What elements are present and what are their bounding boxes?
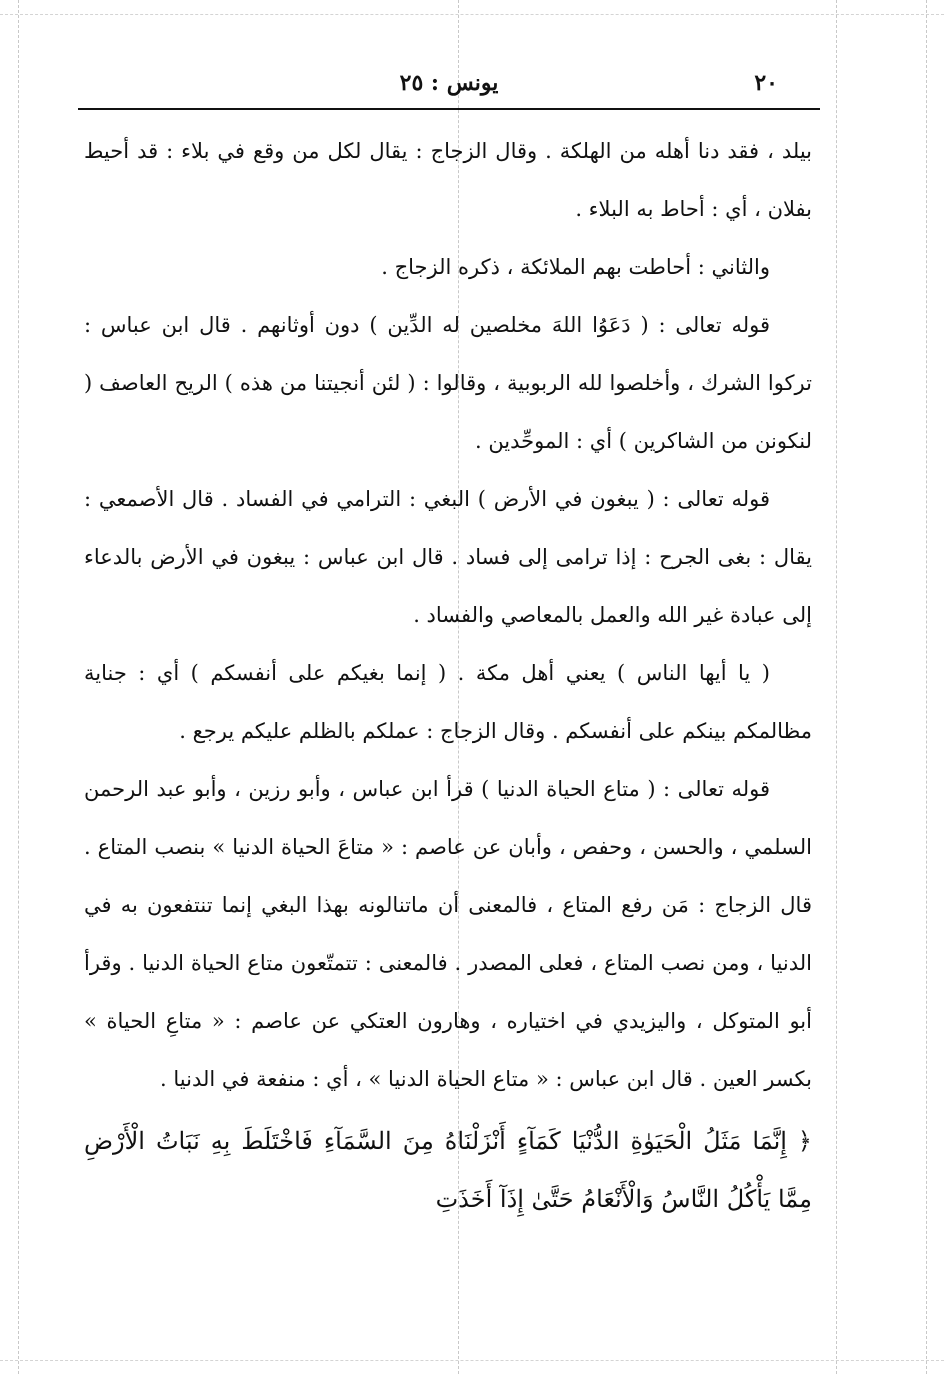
scan-guide: [0, 14, 944, 15]
running-head: يونس : ٢٥: [399, 70, 499, 96]
paragraph: بيلد ، فقد دنا أهله من الهلكة . وقال الزجاج : يقال لكل من وقع في بلاء : قد أحيط بفلان ، أي : أحاط به البلاء .: [84, 139, 812, 221]
paragraph: قوله تعالى : ( متاع الحياة الدنيا ) قرأ ابن عباس ، وأبو رزين ، وأبو عبد الرحمن السلمي ، والحسن ، وحفص ، وأبان عن عاصم : « متاعَ الحياة الدنيا » بنصب المتاع . قال الزجاج : مَن رفع المتاع ، فالمعنى أن ماتنالونه بهذا البغي إنما تنتفعون به في الدنيا ، ومن نصب المتاع ، فعلى المصدر . فالمعنى : تتمتّعون متاع الحياة الدنيا . وقرأ أبو المتوكل ، واليزيدي في اختياره ، وهارون العتكي عن عاصم : « متاعِ الحياة » بكسر العين . قال ابن عباس : « متاع الحياة الدنيا » ، أي : منفعة في الدنيا .: [84, 777, 812, 1091]
quran-verse: ﴿ إِنَّمَا مَثَلُ الْحَيَوٰةِ الدُّنْيَا كَمَآءٍ أَنْزَلْنَاهُ مِنَ السَّمَآءِ فَاخْتَلَطَ بِهِ نَبَاتُ الْأَرْضِ مِمَّا يَأْكُلُ النَّاسُ وَالْأَنْعَامُ حَتَّىٰ إِذَآ أَخَذَتِ: [84, 1127, 812, 1213]
paragraph: قوله تعالى : ( يبغون في الأرض ) البغي : الترامي في الفساد . قال الأصمعي : يقال : بغى الجرح : إذا ترامى إلى فساد . قال ابن عباس : يبغون في الأرض بالدعاء إلى عبادة غير الله والعمل بالمعاصي والفساد .: [84, 487, 812, 627]
page-number: ٢٠: [754, 70, 778, 96]
scan-guide: [836, 0, 837, 1374]
body-text: [84, 122, 812, 1228]
scan-guide: [18, 0, 19, 1374]
scan-guide: [0, 1360, 944, 1361]
page-header: [78, 68, 820, 102]
paragraph: ( يا أيها الناس ) يعني أهل مكة . ( إنما بغيكم على أنفسكم ) أي : جناية مظالمكم بينكم على أنفسكم . وقال الزجاج : عملكم بالظلم عليكم يرجع .: [84, 661, 812, 743]
header-rule: [78, 108, 820, 110]
paragraph: قوله تعالى : ( دَعَوُا اللهَ مخلصين له الدِّين ) دون أوثانهم . قال ابن عباس : تركوا الشرك ، وأخلصوا لله الربوبية ، وقالوا : ( لئن أنجيتنا من هذه ) الريح العاصف ( لنكونن من الشاكرين ) أي : الموحِّدين .: [84, 313, 812, 453]
scan-guide: [926, 0, 927, 1374]
paragraph: والثاني : أحاطت بهم الملائكة ، ذكره الزجاج .: [381, 255, 770, 279]
